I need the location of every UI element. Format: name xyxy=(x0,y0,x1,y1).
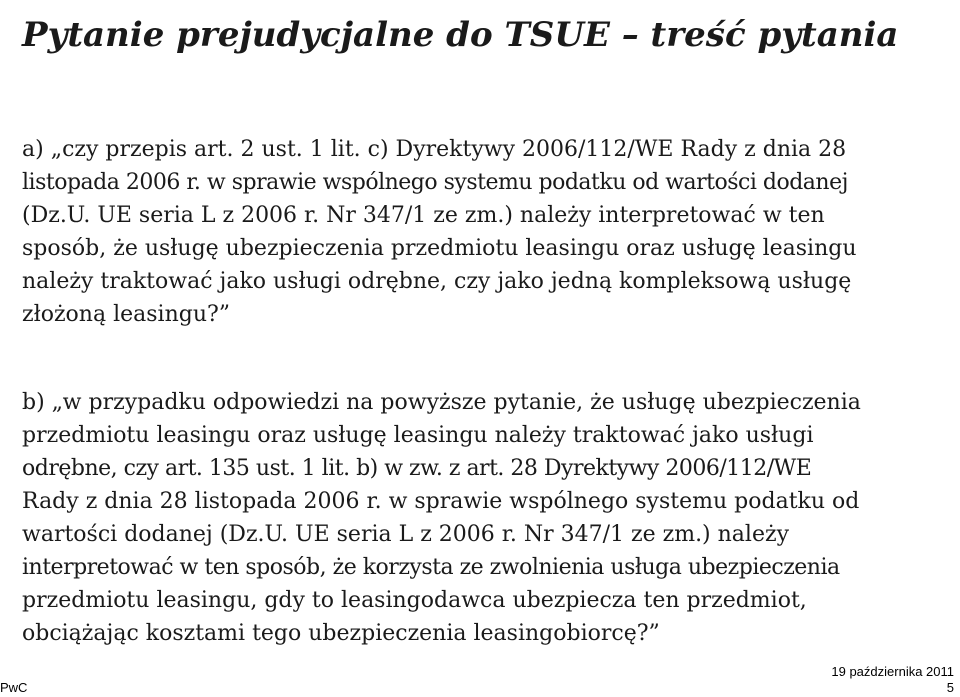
question-a-line: a) „czy przepis art. 2 ust. 1 lit. c) Dyrektywy 2006/112/WE Rady z dnia 28 xyxy=(22,137,847,162)
slide-title: Pytanie prejudycjalne do TSUE – treść pytania xyxy=(22,15,899,55)
question-b-line: b) „w przypadku odpowiedzi na powyższe pytanie, że usługę ubezpieczenia xyxy=(22,390,861,415)
question-a xyxy=(22,133,942,331)
footer-brand: PwC xyxy=(0,680,28,695)
footer-info xyxy=(831,664,954,696)
page-number: 5 xyxy=(946,680,954,695)
question-a-line: sposób, że usługę ubezpieczenia przedmiotu leasingu oraz usługę leasingu xyxy=(22,236,857,261)
question-b-line: wartości dodanej (Dz.U. UE seria L z 2006 r. Nr 347/1 ze zm.) należy xyxy=(22,522,789,547)
question-b-line: odrębne, czy art. 135 ust. 1 lit. b) w zw. z art. 28 Dyrektywy 2006/112/WE xyxy=(22,456,812,481)
question-b-line: obciążając kosztami tego ubezpieczenia leasingobiorcę?” xyxy=(22,621,660,646)
footer-date: 19 października 2011 xyxy=(831,664,954,679)
question-b xyxy=(22,386,942,650)
question-a-line: należy traktować jako usługi odrębne, czy jako jedną kompleksową usługę xyxy=(22,269,852,294)
question-a-line: (Dz.U. UE seria L z 2006 r. Nr 347/1 ze zm.) należy interpretować w ten xyxy=(22,203,825,228)
question-b-line: przedmiotu leasingu oraz usługę leasingu należy traktować jako usługi xyxy=(22,423,814,448)
question-a-line: listopada 2006 r. w sprawie wspólnego systemu podatku od wartości dodanej xyxy=(22,170,848,195)
question-b-line: interpretować w ten sposób, że korzysta ze zwolnienia usługa ubezpieczenia xyxy=(22,555,840,580)
question-b-line: przedmiotu leasingu, gdy to leasingodawca ubezpiecza ten przedmiot, xyxy=(22,588,807,613)
question-b-line: Rady z dnia 28 listopada 2006 r. w sprawie wspólnego systemu podatku od xyxy=(22,489,860,514)
question-a-line: złożoną leasingu?” xyxy=(22,302,231,327)
